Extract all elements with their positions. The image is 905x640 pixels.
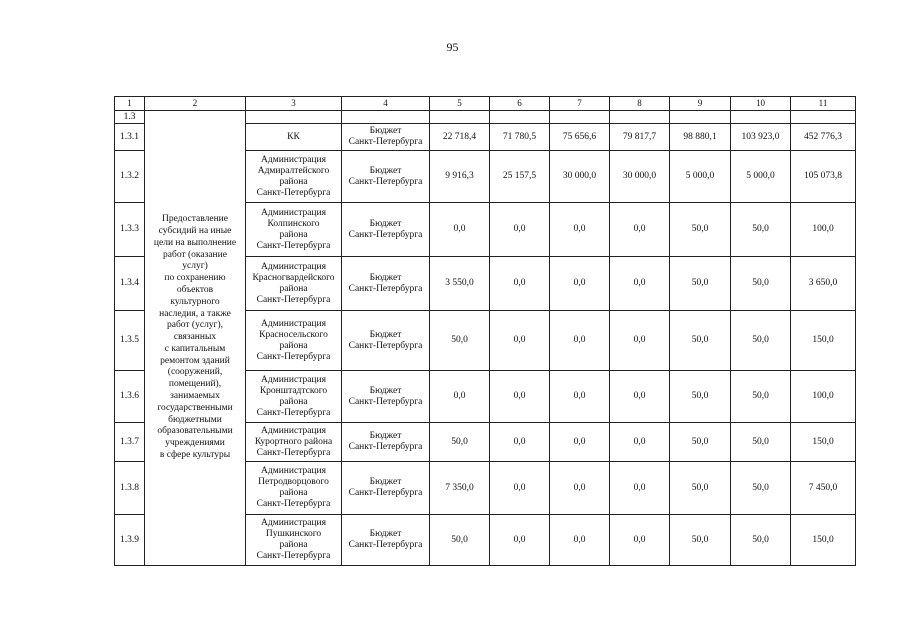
- value-cell: 0,0: [490, 462, 550, 515]
- value-cell: 75 656,6: [550, 124, 610, 151]
- value-cell: 0,0: [610, 423, 670, 462]
- column-header: 4: [342, 97, 430, 111]
- value-cell: 0,0: [550, 371, 610, 423]
- value-cell: 0,0: [490, 311, 550, 371]
- value-cell: 0,0: [430, 203, 490, 257]
- value-cell: 50,0: [670, 311, 731, 371]
- value-cell: 30 000,0: [550, 151, 610, 203]
- value-cell: 50,0: [731, 515, 791, 566]
- column-header: 8: [610, 97, 670, 111]
- value-cell: 79 817,7: [610, 124, 670, 151]
- value-cell: 50,0: [731, 462, 791, 515]
- value-cell: 150,0: [791, 311, 856, 371]
- value-cell: 50,0: [670, 423, 731, 462]
- empty-cell: [430, 111, 490, 124]
- funding-source-cell: Бюджет Санкт-Петербурга: [342, 203, 430, 257]
- value-cell: 0,0: [490, 257, 550, 311]
- value-cell: 5 000,0: [670, 151, 731, 203]
- value-cell: 50,0: [670, 515, 731, 566]
- table-header-row: [115, 97, 856, 111]
- executor-cell: Администрация Пушкинского района Санкт-Петербурга: [246, 515, 342, 566]
- column-header: 7: [550, 97, 610, 111]
- value-cell: 0,0: [490, 371, 550, 423]
- funding-source-cell: Бюджет Санкт-Петербурга: [342, 311, 430, 371]
- empty-cell: [791, 111, 856, 124]
- column-header: 10: [731, 97, 791, 111]
- column-header: 9: [670, 97, 731, 111]
- empty-cell: [670, 111, 731, 124]
- section-description: Предоставление субсидий на иные цели на выполнение работ (оказание услуг) по сохранению объектов культурного наследия, а также работ (услуг), связанных с капитальным ремонтом зданий (сооружений, помещений), занимаемых государственными бюджетными образовательными учреждениями в сфере культуры: [145, 111, 246, 566]
- value-cell: 0,0: [610, 462, 670, 515]
- executor-cell: Администрация Кронштадтского района Санкт-Петербурга: [246, 371, 342, 423]
- row-number: 1.3.8: [115, 462, 145, 515]
- row-number: 1.3.9: [115, 515, 145, 566]
- value-cell: 0,0: [610, 371, 670, 423]
- value-cell: 0,0: [490, 515, 550, 566]
- empty-cell: [550, 111, 610, 124]
- funding-source-cell: Бюджет Санкт-Петербурга: [342, 515, 430, 566]
- row-number: 1.3.5: [115, 311, 145, 371]
- funding-source-cell: Бюджет Санкт-Петербурга: [342, 371, 430, 423]
- empty-cell: [342, 111, 430, 124]
- value-cell: 150,0: [791, 423, 856, 462]
- value-cell: 5 000,0: [731, 151, 791, 203]
- page-number: 95: [446, 40, 459, 54]
- value-cell: 50,0: [430, 311, 490, 371]
- value-cell: 25 157,5: [490, 151, 550, 203]
- value-cell: 0,0: [550, 203, 610, 257]
- value-cell: 0,0: [550, 515, 610, 566]
- column-header: 2: [145, 97, 246, 111]
- column-header: 5: [430, 97, 490, 111]
- column-header: 3: [246, 97, 342, 111]
- row-number: 1.3.1: [115, 124, 145, 151]
- funding-source-cell: Бюджет Санкт-Петербурга: [342, 423, 430, 462]
- executor-cell: Администрация Колпинского района Санкт-Петербурга: [246, 203, 342, 257]
- value-cell: 98 880,1: [670, 124, 731, 151]
- value-cell: 0,0: [610, 203, 670, 257]
- value-cell: 100,0: [791, 203, 856, 257]
- row-number: 1.3: [115, 111, 145, 124]
- funding-source-cell: Бюджет Санкт-Петербурга: [342, 151, 430, 203]
- value-cell: 7 350,0: [430, 462, 490, 515]
- value-cell: 50,0: [430, 423, 490, 462]
- column-header: 1: [115, 97, 145, 111]
- value-cell: 0,0: [550, 257, 610, 311]
- value-cell: 30 000,0: [610, 151, 670, 203]
- value-cell: 50,0: [670, 257, 731, 311]
- empty-cell: [731, 111, 791, 124]
- value-cell: 9 916,3: [430, 151, 490, 203]
- executor-cell: КК: [246, 124, 342, 151]
- value-cell: 452 776,3: [791, 124, 856, 151]
- value-cell: 0,0: [550, 462, 610, 515]
- value-cell: 50,0: [430, 515, 490, 566]
- value-cell: 0,0: [430, 371, 490, 423]
- column-header: 11: [791, 97, 856, 111]
- funding-source-cell: Бюджет Санкт-Петербурга: [342, 124, 430, 151]
- row-number: 1.3.7: [115, 423, 145, 462]
- executor-cell: Администрация Красносельского района Санкт-Петербурга: [246, 311, 342, 371]
- value-cell: 0,0: [550, 423, 610, 462]
- value-cell: 7 450,0: [791, 462, 856, 515]
- row-number: 1.3.3: [115, 203, 145, 257]
- value-cell: 3 550,0: [430, 257, 490, 311]
- value-cell: 0,0: [610, 257, 670, 311]
- value-cell: 50,0: [670, 371, 731, 423]
- value-cell: 71 780,5: [490, 124, 550, 151]
- value-cell: 50,0: [670, 462, 731, 515]
- budget-table: [114, 96, 856, 566]
- empty-cell: [246, 111, 342, 124]
- row-number: 1.3.2: [115, 151, 145, 203]
- row-number: 1.3.4: [115, 257, 145, 311]
- value-cell: 3 650,0: [791, 257, 856, 311]
- value-cell: 105 073,8: [791, 151, 856, 203]
- executor-cell: Администрация Петродворцового района Санкт-Петербурга: [246, 462, 342, 515]
- value-cell: 0,0: [610, 515, 670, 566]
- executor-cell: Администрация Курортного района Санкт-Петербурга: [246, 423, 342, 462]
- column-header: 6: [490, 97, 550, 111]
- row-number: 1.3.6: [115, 371, 145, 423]
- empty-cell: [610, 111, 670, 124]
- value-cell: 0,0: [610, 311, 670, 371]
- funding-source-cell: Бюджет Санкт-Петербурга: [342, 257, 430, 311]
- empty-cell: [490, 111, 550, 124]
- value-cell: 50,0: [670, 203, 731, 257]
- funding-source-cell: Бюджет Санкт-Петербурга: [342, 462, 430, 515]
- executor-cell: Администрация Адмиралтейского района Санкт-Петербурга: [246, 151, 342, 203]
- value-cell: 0,0: [490, 423, 550, 462]
- executor-cell: Администрация Красногвардейского района Санкт-Петербурга: [246, 257, 342, 311]
- value-cell: 50,0: [731, 371, 791, 423]
- value-cell: 103 923,0: [731, 124, 791, 151]
- value-cell: 50,0: [731, 203, 791, 257]
- value-cell: 150,0: [791, 515, 856, 566]
- value-cell: 0,0: [550, 311, 610, 371]
- value-cell: 0,0: [490, 203, 550, 257]
- value-cell: 100,0: [791, 371, 856, 423]
- value-cell: 50,0: [731, 311, 791, 371]
- value-cell: 22 718,4: [430, 124, 490, 151]
- value-cell: 50,0: [731, 423, 791, 462]
- value-cell: 50,0: [731, 257, 791, 311]
- section-row: [115, 111, 856, 124]
